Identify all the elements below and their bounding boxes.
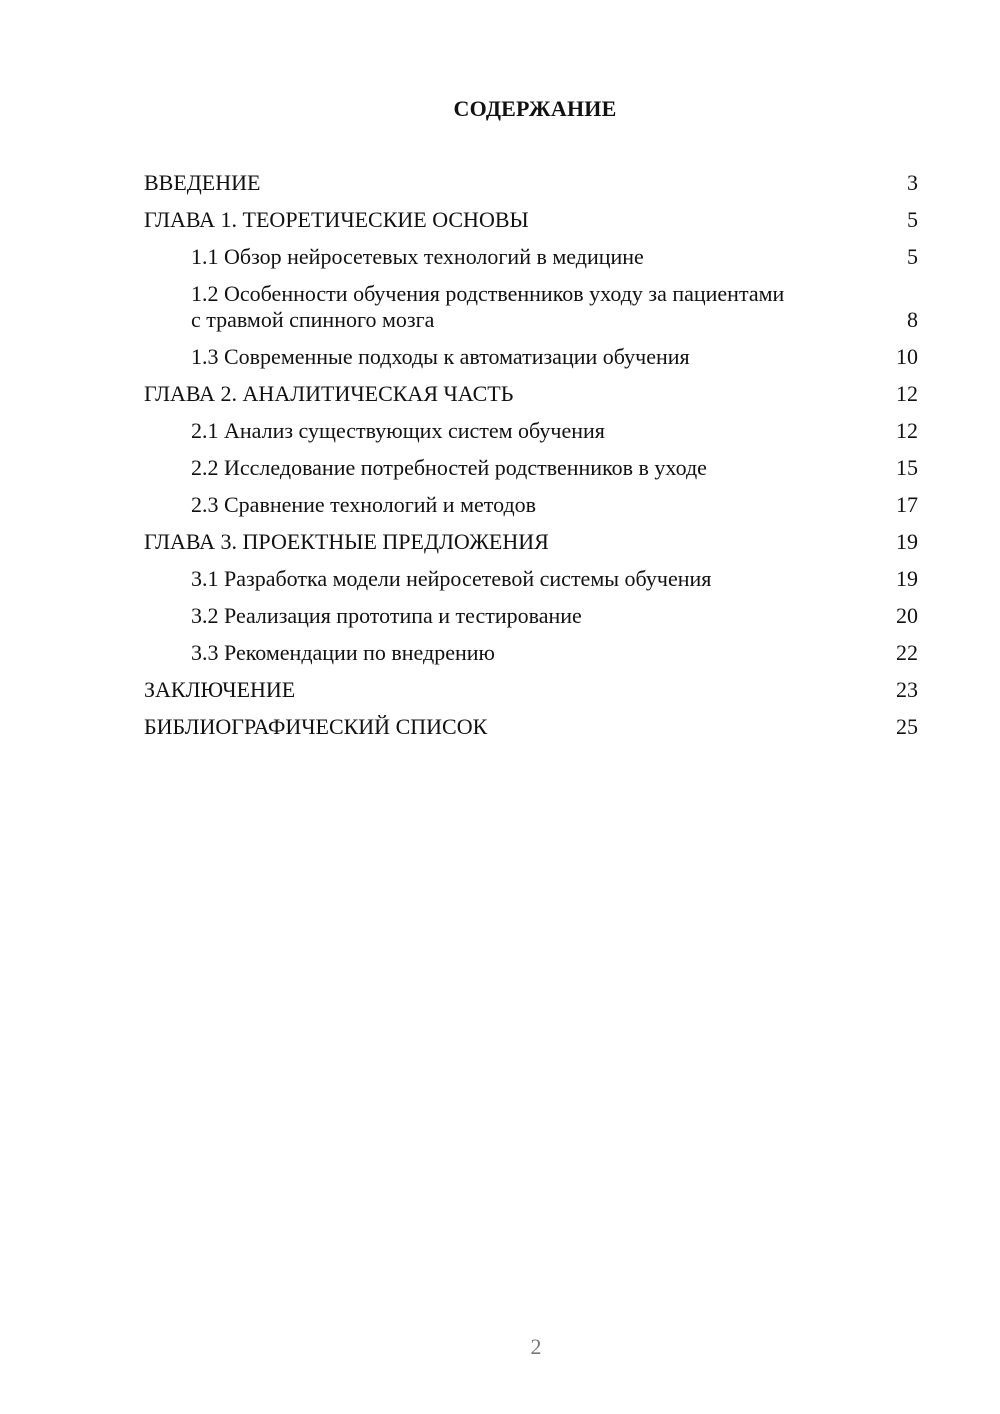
toc-entry-label: БИБЛИОГРАФИЧЕСКИЙ СПИСОК <box>144 714 488 739</box>
toc-entry-section-2-1 <box>144 418 918 444</box>
toc-entry-chapter-3 <box>144 529 918 555</box>
toc-entry-section-1-2 <box>144 281 918 333</box>
toc-entry-label: 2.1 Анализ существующих систем обучения <box>191 418 605 443</box>
toc-entry-bibliography <box>144 714 918 740</box>
toc-entry-label: 3.3 Рекомендации по внедрению <box>191 640 495 665</box>
toc-entry-page: 5 <box>907 207 918 232</box>
toc-entry-page: 10 <box>896 344 918 369</box>
toc-entry-page: 17 <box>896 492 918 517</box>
toc-entry-page: 23 <box>896 677 918 702</box>
toc-entry-label: ГЛАВА 1. ТЕОРЕТИЧЕСКИЕ ОСНОВЫ <box>144 207 529 232</box>
toc-entry-section-2-3 <box>144 492 918 518</box>
toc-entry-label: 3.2 Реализация прототипа и тестирование <box>191 603 582 628</box>
toc-entry-page: 19 <box>896 566 918 591</box>
toc-entry-label: 2.2 Исследование потребностей родственников в уходе <box>191 455 707 480</box>
toc-entry-label: ГЛАВА 3. ПРОЕКТНЫЕ ПРЕДЛОЖЕНИЯ <box>144 529 549 554</box>
toc-entry-chapter-1 <box>144 207 918 233</box>
toc-entry-section-2-2 <box>144 455 918 481</box>
toc-entry-introduction <box>144 170 918 196</box>
toc-entry-chapter-2 <box>144 381 918 407</box>
toc-entry-page: 22 <box>896 640 918 665</box>
toc-entry-page: 15 <box>896 455 918 480</box>
toc-entry-label: 1.2 Особенности обучения родственников уходу за пациентами с травмой спинного мозга <box>191 281 785 332</box>
toc-entry-page: 25 <box>896 714 918 739</box>
toc-entry-section-3-2 <box>144 603 918 629</box>
toc-entry-label: 2.3 Сравнение технологий и методов <box>191 492 537 517</box>
toc-entry-page: 12 <box>896 418 918 443</box>
toc-entry-page: 12 <box>896 381 918 406</box>
toc-entry-page: 3 <box>907 170 918 195</box>
toc-entry-section-3-1 <box>144 566 918 592</box>
toc-entry-label: 1.3 Современные подходы к автоматизации обучения <box>191 344 690 369</box>
toc-entry-section-3-3 <box>144 640 918 666</box>
toc-entry-page: 8 <box>907 307 918 332</box>
toc-entry-page: 5 <box>907 244 918 269</box>
toc-entry-section-1-1 <box>144 244 918 270</box>
toc-entry-label: ГЛАВА 2. АНАЛИТИЧЕСКАЯ ЧАСТЬ <box>144 381 514 406</box>
toc-entry-label: 1.1 Обзор нейросетевых технологий в медицине <box>191 244 644 269</box>
table-of-contents <box>144 170 918 751</box>
toc-entry-label: ВВЕДЕНИЕ <box>144 170 261 195</box>
page-number: 2 <box>530 1334 542 1359</box>
toc-entry-page: 20 <box>896 603 918 628</box>
toc-title: СОДЕРЖАНИЕ <box>453 96 617 121</box>
toc-entry-label: 3.1 Разработка модели нейросетевой системы обучения <box>191 566 712 591</box>
toc-entry-label: ЗАКЛЮЧЕНИЕ <box>144 677 296 702</box>
toc-entry-conclusion <box>144 677 918 703</box>
toc-entry-page: 19 <box>896 529 918 554</box>
toc-entry-section-1-3 <box>144 344 918 370</box>
